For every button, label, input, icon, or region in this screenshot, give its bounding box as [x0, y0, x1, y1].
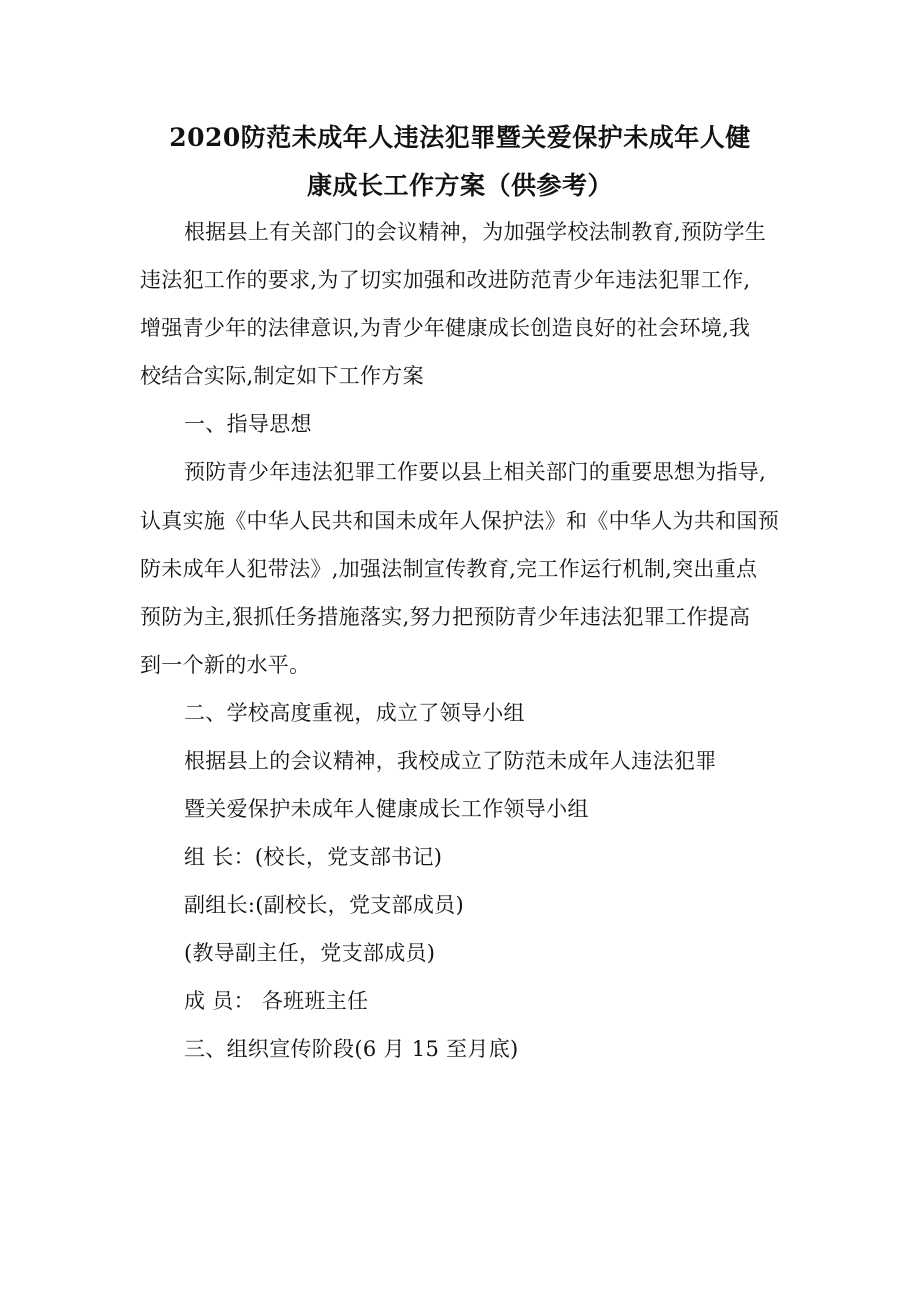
member-leader: 组 长：(校长，党支部书记) — [184, 845, 443, 869]
section-1-line-3: 防未成年人犯带法》,加强法制宣传教育,完工作运行机制,突出重点 — [140, 557, 758, 581]
member-members: 成 员： 各班班主任 — [184, 989, 369, 1013]
section-1-line-1: 预防青少年违法犯罪工作要以县上相关部门的重要思想为指导, — [184, 460, 767, 484]
member-deputy-leader: 副组长:(副校长，党支部成员) — [184, 893, 464, 917]
section-2-line-1: 根据县上的会议精神，我校成立了防范未成年人违法犯罪 — [184, 749, 717, 773]
member-deputy-director: (教导副主任，党支部成员) — [184, 941, 436, 965]
intro-line-2: 违法犯工作的要求,为了切实加强和改进防范青少年违法犯罪工作, — [140, 268, 751, 292]
section-3-heading: 三、组织宣传阶段(6 月 15 至月底) — [184, 1037, 519, 1061]
section-1-heading: 一、指导思想 — [184, 412, 312, 436]
section-1-line-2: 认真实施《中华人民共和国未成年人保护法》和《中华人为共和国预 — [140, 509, 779, 533]
document-title-line-1: 2020防范未成年人违法犯罪暨关爱保护未成年人健 — [169, 123, 751, 152]
section-1-line-4: 预防为主,狠抓任务措施落实,努力把预防青少年违法犯罪工作提高 — [140, 605, 751, 629]
intro-line-1: 根据县上有关部门的会议精神，为加强学校法制教育,预防学生 — [184, 220, 767, 244]
section-2-heading: 二、学校高度重视，成立了领导小组 — [184, 701, 525, 725]
intro-line-4: 校结合实际,制定如下工作方案 — [140, 364, 424, 388]
section-1-line-5: 到一个新的水平。 — [140, 653, 311, 677]
section-2-line-2: 暨关爱保护未成年人健康成长工作领导小组 — [184, 797, 589, 821]
intro-line-3: 增强青少年的法律意识,为青少年健康成长创造良好的社会环境,我 — [140, 316, 751, 340]
document-title-line-2: 康成长工作方案（供参考） — [306, 171, 613, 200]
